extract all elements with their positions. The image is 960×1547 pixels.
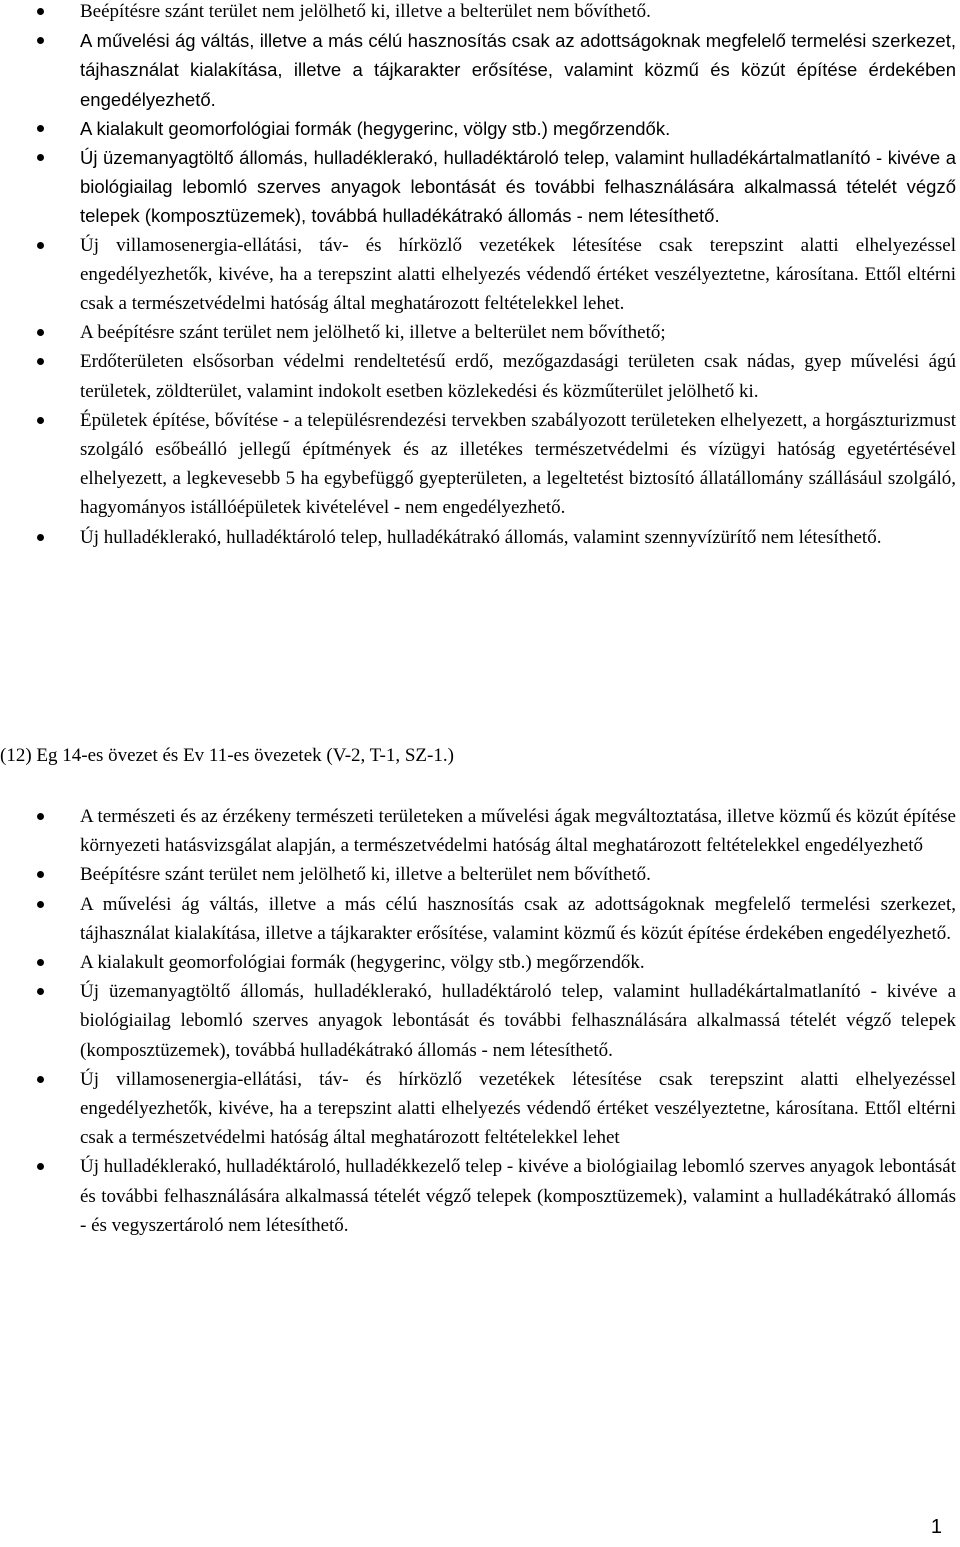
list-item [80, 231, 956, 319]
bullet-icon [37, 417, 44, 424]
list-item [80, 977, 956, 1065]
list-item [80, 860, 956, 889]
bullet-icon [37, 8, 44, 15]
list-item [80, 143, 956, 231]
list-item-text: Épületek építése, bővítése - a településrendezési tervekben szabályozott területeken elhelyezett, a horgászturizmust szolgáló esőbeálló jellegű építmények és az illetékes természetvédelmi és vízügyi hatóság egyetértésével elhelyezett, a legkevesebb 5 ha egybefüggő gyepterületen, a legeltetést biztosító állatállomány szállásául szolgáló, hagyományos istállóépületek kivételével - nem engedélyezhető. [80, 409, 956, 519]
bullet-icon [37, 358, 44, 365]
bullet-icon [37, 901, 44, 908]
bullet-icon [37, 988, 44, 995]
list-item-text: A kialakult geomorfológiai formák (hegygerinc, völgy stb.) megőrzendők. [80, 952, 645, 974]
page-number: 1 [930, 1516, 942, 1538]
list-item-text: A természeti és az érzékeny természeti területeken a művelési ágak megváltoztatása, illetve közmű és közút építése környezeti hatásvizsgálat alapján, a természetvédelmi hatóság által meghatározott feltételekkel engedélyezhető [80, 806, 956, 857]
list-item [80, 802, 956, 860]
list-item-text: Beépítésre szánt terület nem jelölhető ki, illetve a belterület nem bővíthető. [80, 1, 651, 22]
list-item [80, 1152, 956, 1240]
list-item [80, 318, 956, 347]
list-item-text: Új üzemanyagtöltő állomás, hulladéklerakó, hulladéktároló telep, valamint hulladékártalmatlanító - kivéve a biológiailag lebomló szerves anyagok lebontását és további felhasználására alkalmassá tételét végző telepek (komposztüzemek), továbbá hulladékátrakó állomás - nem létesíthető. [80, 147, 956, 227]
list-item-text: Új villamosenergia-ellátási, táv- és hírközlő vezetékek létesítése csak terepszint alatti elhelyezéssel engedélyezhetők, kivéve, ha a terepszint alatti elhelyezés védendő értéket veszélyeztetne, károsítana. Ettől eltérni csak a természetvédelmi hatóság által meghatározott feltételekkel lehet [80, 1068, 956, 1149]
list-item [80, 347, 956, 405]
bullet-icon [37, 154, 44, 161]
bullet-icon [37, 329, 44, 336]
bullet-icon [37, 871, 44, 878]
list-item-text: Új hulladéklerakó, hulladéktároló telep, hulladékátrakó állomás, valamint szennyvízürítő nem létesíthető. [80, 526, 882, 548]
list-item [80, 114, 956, 143]
list-item [80, 406, 956, 523]
bullet-icon [37, 959, 44, 966]
list-item-text: Új hulladéklerakó, hulladéktároló, hulladékkezelő telep - kivéve a biológiailag lebomló szerves anyagok lebontását és további felhasználására alkalmassá tételét végző telepek (komposztüzemek), valamint a hulladékátrakó állomás - és vegyszertároló nem létesíthető. [80, 1156, 956, 1236]
bullet-list-top [0, 0, 956, 552]
list-item [80, 1065, 956, 1153]
bullet-icon [37, 534, 44, 541]
bullet-icon [37, 242, 44, 249]
list-item [80, 0, 956, 26]
list-item [80, 890, 956, 948]
bullet-icon [37, 1076, 44, 1083]
bullet-icon [37, 37, 44, 44]
list-item-text: Új üzemanyagtöltő állomás, hulladéklerakó, hulladéktároló telep, valamint hulladékártalmatlanító - kivéve a biológiailag lebomló szerves anyagok lebontását és további felhasználására alkalmassá tételét végző telepek (komposztüzemek), továbbá hulladékátrakó állomás - nem létesíthető. [80, 981, 956, 1061]
bullet-list-bottom [0, 802, 956, 1240]
list-item-text: A kialakult geomorfológiai formák (hegygerinc, völgy stb.) megőrzendők. [80, 117, 671, 139]
list-item-text: Új villamosenergia-ellátási, táv- és hírközlő vezetékek létesítése csak terepszint alatti elhelyezéssel engedélyezhetők, kivéve, ha a terepszint alatti elhelyezés védendő értéket veszélyeztetne, károsítana. Ettől eltérni csak a természetvédelmi hatóság által meghatározott feltételekkel lehet. [80, 234, 956, 315]
list-item-text: A beépítésre szánt terület nem jelölhető ki, illetve a belterület nem bővíthető; [80, 322, 666, 344]
bullet-icon [37, 813, 44, 820]
list-item-text: A művelési ág váltás, illetve a más célú hasznosítás csak az adottságoknak megfelelő termelési szerkezet, tájhasználat kialakítása, illetve a tájkarakter erősítése, valamint közmű és közút építése érdekében engedélyezhető. [80, 893, 956, 944]
list-item [80, 26, 956, 114]
bullet-icon [37, 1163, 44, 1170]
section-heading: (12) Eg 14-es övezet és Ev 11-es övezetek (V-2, T-1, SZ-1.) [0, 745, 454, 766]
list-item-text: Beépítésre szánt terület nem jelölhető ki, illetve a belterület nem bővíthető. [80, 864, 651, 886]
list-item [80, 523, 956, 552]
list-item-text: A művelési ág váltás, illetve a más célú hasznosítás csak az adottságoknak megfelelő termelési szerkezet, tájhasználat kialakítása, illetve a tájkarakter erősítése, valamint közmű és közút építése érdekében engedélyezhető. [80, 30, 956, 110]
list-item [80, 948, 956, 977]
list-item-text: Erdőterületen elsősorban védelmi rendeltetésű erdő, mezőgazdasági területen csak nádas, gyep művelési ágú területek, zöldterület, valamint indokolt esetben közlekedési és közműterület jelölhető ki. [80, 351, 956, 402]
bullet-icon [37, 125, 44, 132]
